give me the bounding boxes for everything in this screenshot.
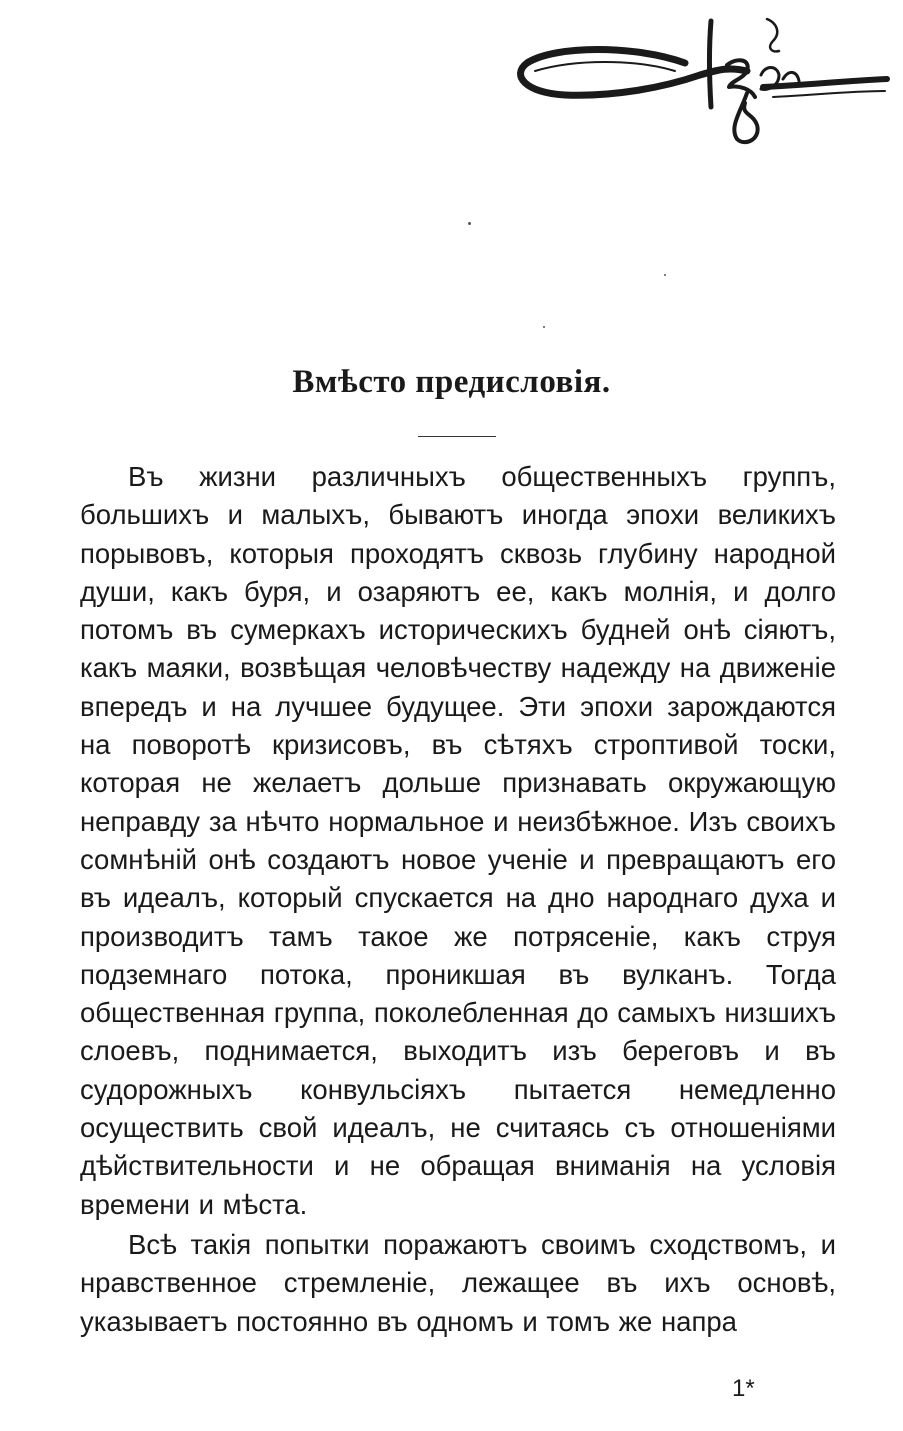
title-divider: [418, 436, 496, 437]
paragraph-2: Всѣ такія попытки поражаютъ своимъ сходствомъ, и нравственное стремленіе, лежащее въ ихъ основѣ, указываетъ постоянно въ одномъ и томъ же напра: [80, 1228, 836, 1337]
signature-icon: [515, 15, 890, 150]
paper-speck: [664, 274, 666, 276]
body-text: [80, 458, 836, 1341]
paragraph-1: Въ жизни различныхъ общественныхъ группъ, большихъ и малыхъ, бываютъ иногда эпохи великихъ порывовъ, которыя проходятъ сквозь глубину народной души, какъ буря, и озаряютъ ее, какъ молнія, и долго потомъ въ сумеркахъ историческихъ будней онѣ сіяютъ, какъ маяки, возвѣщая человѣчеству надежду на движеніе впередъ и на лучшее будущее. Эти эпохи зарождаются на поворотѣ кризисовъ, въ сѣтяхъ строптивой тоски, которая не желаетъ дольше признавать окружающую неправду за нѣчто нормальное и неизбѣжное. Изъ своихъ сомнѣній онѣ создаютъ новое ученіе и превращаютъ его въ идеалъ, который спускается на дно народнаго духа и производитъ тамъ такое же потрясеніе, какъ струя подземнаго потока, проникшая въ вулканъ. Тогда общественная группа, поколебленная до самыхъ низшихъ слоевъ, поднимается, выходитъ изъ береговъ и въ судорожныхъ конвульсіяхъ пытается немедленно осуществить свой идеалъ, не считаясь съ отношеніями дѣйствительности и не обращая вниманія на условія времени и мѣста.: [80, 461, 837, 1220]
chapter-title: Вмѣсто предисловія.: [292, 364, 611, 400]
signature-mark: 1*: [732, 1375, 755, 1402]
paper-speck: [468, 222, 471, 225]
paper-speck: [543, 326, 545, 328]
